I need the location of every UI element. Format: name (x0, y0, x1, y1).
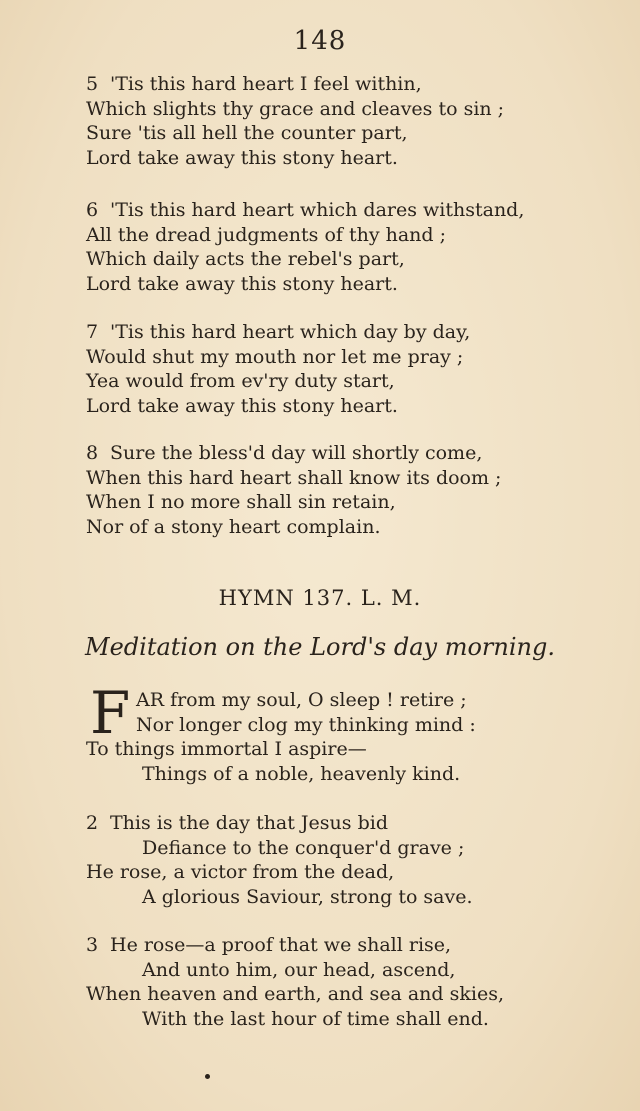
stanza-line: Defiance to the conquer'd grave ; (142, 836, 465, 859)
stanza-line: And unto him, our head, ascend, (142, 958, 456, 981)
stanza-line: He rose, a victor from the dead, (86, 861, 395, 883)
stanza-line: Lord take away this stony heart. (86, 146, 398, 169)
ink-speck (205, 1074, 210, 1079)
stanza-line: Nor of a stony heart complain. (86, 515, 381, 538)
stanza-number: 5 (86, 73, 99, 95)
stanza-number: 7 (86, 321, 99, 343)
stanza-7 (86, 320, 556, 418)
stanza-5 (86, 72, 556, 170)
stanza-number: 8 (86, 442, 99, 464)
stanza-line: When this hard heart shall know its doom ; (86, 466, 502, 489)
stanza-line: Lord take away this stony heart. (86, 272, 398, 295)
stanza-number: 6 (86, 199, 99, 221)
stanza-line: AR from my soul, O sleep ! retire ; (136, 689, 467, 711)
stanza-line: 3 He rose—a proof that we shall rise, (86, 934, 452, 956)
drop-cap: F (90, 679, 131, 747)
stanza-line: Nor longer clog my thinking mind : (136, 713, 476, 736)
stanza-line: Would shut my mouth nor let me pray ; (86, 345, 464, 368)
page-number: 148 (293, 26, 347, 56)
stanza-line: When heaven and earth, and sea and skies, (86, 983, 504, 1005)
stanza-line: Lord take away this stony heart. (86, 394, 398, 417)
stanza-line: A glorious Saviour, strong to save. (142, 885, 473, 908)
stanza-line: 5 'Tis this hard heart I feel within, (86, 73, 422, 95)
stanza-line: With the last hour of time shall end. (142, 1007, 489, 1030)
hymn-stanza-3 (86, 933, 556, 1031)
stanza-line: Things of a noble, heavenly kind. (142, 762, 461, 785)
hymn-heading: HYMN 137. L. M. (218, 586, 422, 610)
stanza-number: 3 (86, 934, 99, 956)
stanza-line: When I no more shall sin retain, (86, 491, 396, 513)
stanza-line: 8 Sure the bless'd day will shortly come, (86, 442, 483, 464)
stanza-line: All the dread judgments of thy hand ; (86, 223, 447, 246)
hymn-stanza-1 (86, 679, 556, 786)
stanza-line: 7 'Tis this hard heart which day by day, (86, 321, 471, 343)
hymn-subtitle: Meditation on the Lord's day morning. (85, 633, 555, 661)
stanza-line: Yea would from ev'ry duty start, (86, 370, 395, 392)
hymn-stanza-2 (86, 811, 556, 909)
stanza-line: 2 This is the day that Jesus bid (86, 812, 388, 834)
stanza-line: 6 'Tis this hard heart which dares withstand, (86, 199, 525, 221)
stanza-line: Which daily acts the rebel's part, (86, 248, 405, 270)
stanza-line: Sure 'tis all hell the counter part, (86, 122, 408, 144)
stanza-number: 2 (86, 812, 99, 834)
stanza-6 (86, 198, 556, 296)
stanza-8 (86, 441, 556, 539)
stanza-line: To things immortal I aspire— (86, 738, 367, 760)
stanza-line: Which slights thy grace and cleaves to sin ; (86, 97, 505, 120)
